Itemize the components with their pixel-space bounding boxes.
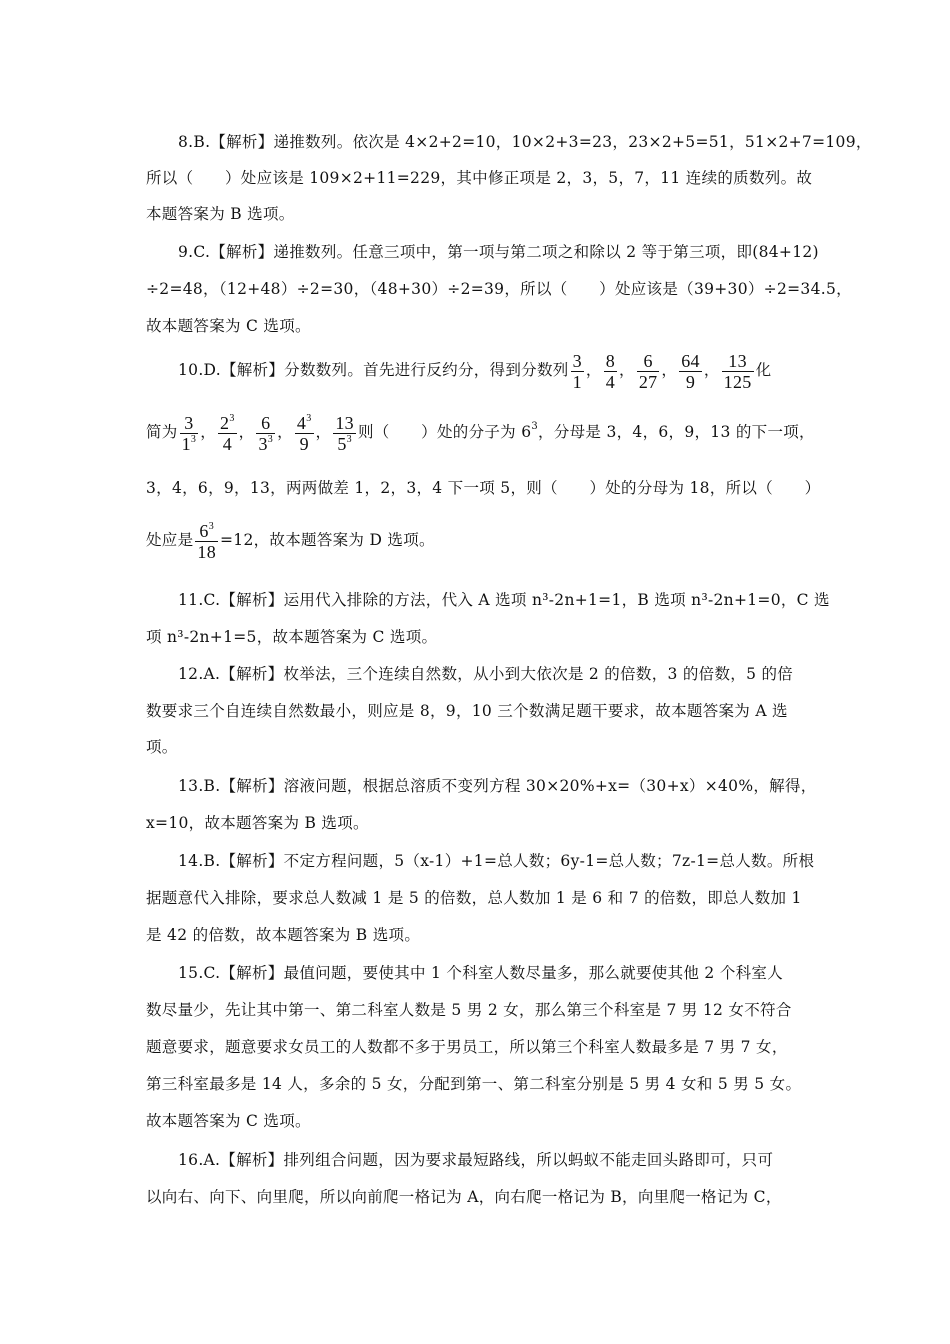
- q14-line-2: 据题意代入排除，要求总人数减 1 是 5 的倍数，总人数加 1 是 6 和 7 的倍数，即总人数加 1: [146, 889, 802, 907]
- q10-line-2: 简为 $\frac{3}{1^3}$ ， $\frac{2^3}{4}$ ， $\frac{6}{3^3}$ ， $\frac{4^3}{9}$ ， $\frac{13}{5^3}$ 则（ ）处的分子为 $6^3$，分母是 3，4，6，9，13 的下一项，: [146, 412, 815, 454]
- q15-line-1: 15.C.【解析】最值问题，要使其中 1 个科室人数尽量多，那么就要使其他 2 个科室人: [178, 964, 784, 982]
- q9-line-3: 故本题答案为 C 选项。: [146, 317, 311, 335]
- fraction: $\frac{6}{27}$: [638, 350, 658, 392]
- q10-line-3: 3，4，6，9，13，两两做差 1，2，3，4 下一项 5，则（ ）处的分母为 18，所以（ ）: [146, 479, 821, 497]
- q16-line-2: 以向右、向下、向里爬，所以向前爬一格记为 A，向右爬一格记为 B，向里爬一格记为 C，: [146, 1188, 782, 1206]
- q12-line-3: 项。: [146, 738, 178, 756]
- q15-line-4: 第三科室最多是 14 人，多余的 5 女，分配到第一、第二科室分别是 5 男 4 女和 5 男 5 女。: [146, 1075, 802, 1093]
- q15-line-2: 数尽量少，先让其中第一、第二科室人数是 5 男 2 女，那么第三个科室是 7 男 12 女不符合: [146, 1001, 792, 1019]
- q10-after: 化: [755, 361, 772, 379]
- fraction: $\frac{2^3}{4}$: [220, 412, 235, 454]
- q10-intro: 10.D.【解析】分数数列。首先进行反约分，得到分数列: [178, 361, 569, 379]
- q16-line-1: 16.A.【解析】排列组合问题，因为要求最短路线，所以蚂蚁不能走回头路即可，只可: [178, 1151, 774, 1169]
- fraction: $\frac{64}{9}$: [681, 350, 700, 392]
- fraction: $\frac{6}{3^3}$: [258, 412, 274, 454]
- q9-line-1: 9.C.【解析】递推数列。任意三项中，第一项与第二项之和除以 2 等于第三项，即(84+12): [178, 243, 819, 261]
- q14-line-1: 14.B.【解析】不定方程问题，5（x-1）+1=总人数；6y-1=总人数；7z-1=总人数。所根: [178, 852, 815, 870]
- q11-line-1: 11.C.【解析】运用代入排除的方法，代入 A 选项 n³-2n+1=1，B 选项 n³-2n+1=0，C 选: [178, 591, 830, 609]
- q13-line-1: 13.B.【解析】溶液问题，根据总溶质不变列方程 30×20%+x=（30+x）×40%，解得，: [178, 777, 817, 795]
- q10-line-1: 10.D.【解析】分数数列。首先进行反约分，得到分数列 $\frac{3}{1}$ ， $\frac{8}{4}$ ， $\frac{6}{27}$ ， $\frac{64}{9}$ ， $\frac{13}{125}$ 化: [178, 350, 772, 392]
- fraction: $\frac{4^3}{9}$: [296, 412, 312, 454]
- q10-line-4: 处应是 $\frac{6^3}{18}$ =12，故本题答案为 D 选项。: [146, 520, 435, 562]
- q11-line-2: 项 n³-2n+1=5，故本题答案为 C 选项。: [146, 628, 438, 646]
- q13-line-2: x=10，故本题答案为 B 选项。: [146, 814, 369, 832]
- q8-line-2: 所以（ ）处应该是 109×2+11=229，其中修正项是 2，3，5，7，11 连续的质数列。故: [146, 169, 813, 187]
- fraction: $\frac{8}{4}$: [605, 350, 615, 392]
- q12-line-2: 数要求三个自连续自然数最小，则应是 8，9，10 三个数满足题干要求，故本题答案为 A 选: [146, 702, 788, 720]
- fraction: $\frac{13}{125}$: [723, 350, 752, 392]
- fraction: $\frac{3}{1}$: [572, 350, 582, 392]
- q15-line-5: 故本题答案为 C 选项。: [146, 1112, 311, 1130]
- q9-line-2: ÷2=48，（12+48）÷2=30，（48+30）÷2=39，所以（ ）处应该是（39+30）÷2=34.5，: [146, 280, 852, 298]
- q14-line-3: 是 42 的倍数，故本题答案为 B 选项。: [146, 926, 421, 944]
- q8-line-1: 8.B.【解析】递推数列。依次是 4×2+2=10，10×2+3=23，23×2+5=51，51×2+7=109，: [178, 133, 872, 151]
- q15-line-3: 题意要求，题意要求女员工的人数都不多于男员工，所以第三个科室人数最多是 7 男 7 女，: [146, 1038, 788, 1056]
- fraction: $\frac{13}{5^3}$: [335, 412, 354, 454]
- fraction: $\frac{3}{1^3}$: [181, 412, 197, 454]
- q8-line-3: 本题答案为 B 选项。: [146, 205, 295, 223]
- q12-line-1: 12.A.【解析】枚举法，三个连续自然数，从小到大依次是 2 的倍数，3 的倍数，5 的倍: [178, 665, 794, 683]
- fraction: $\frac{6^3}{18}$: [197, 520, 217, 562]
